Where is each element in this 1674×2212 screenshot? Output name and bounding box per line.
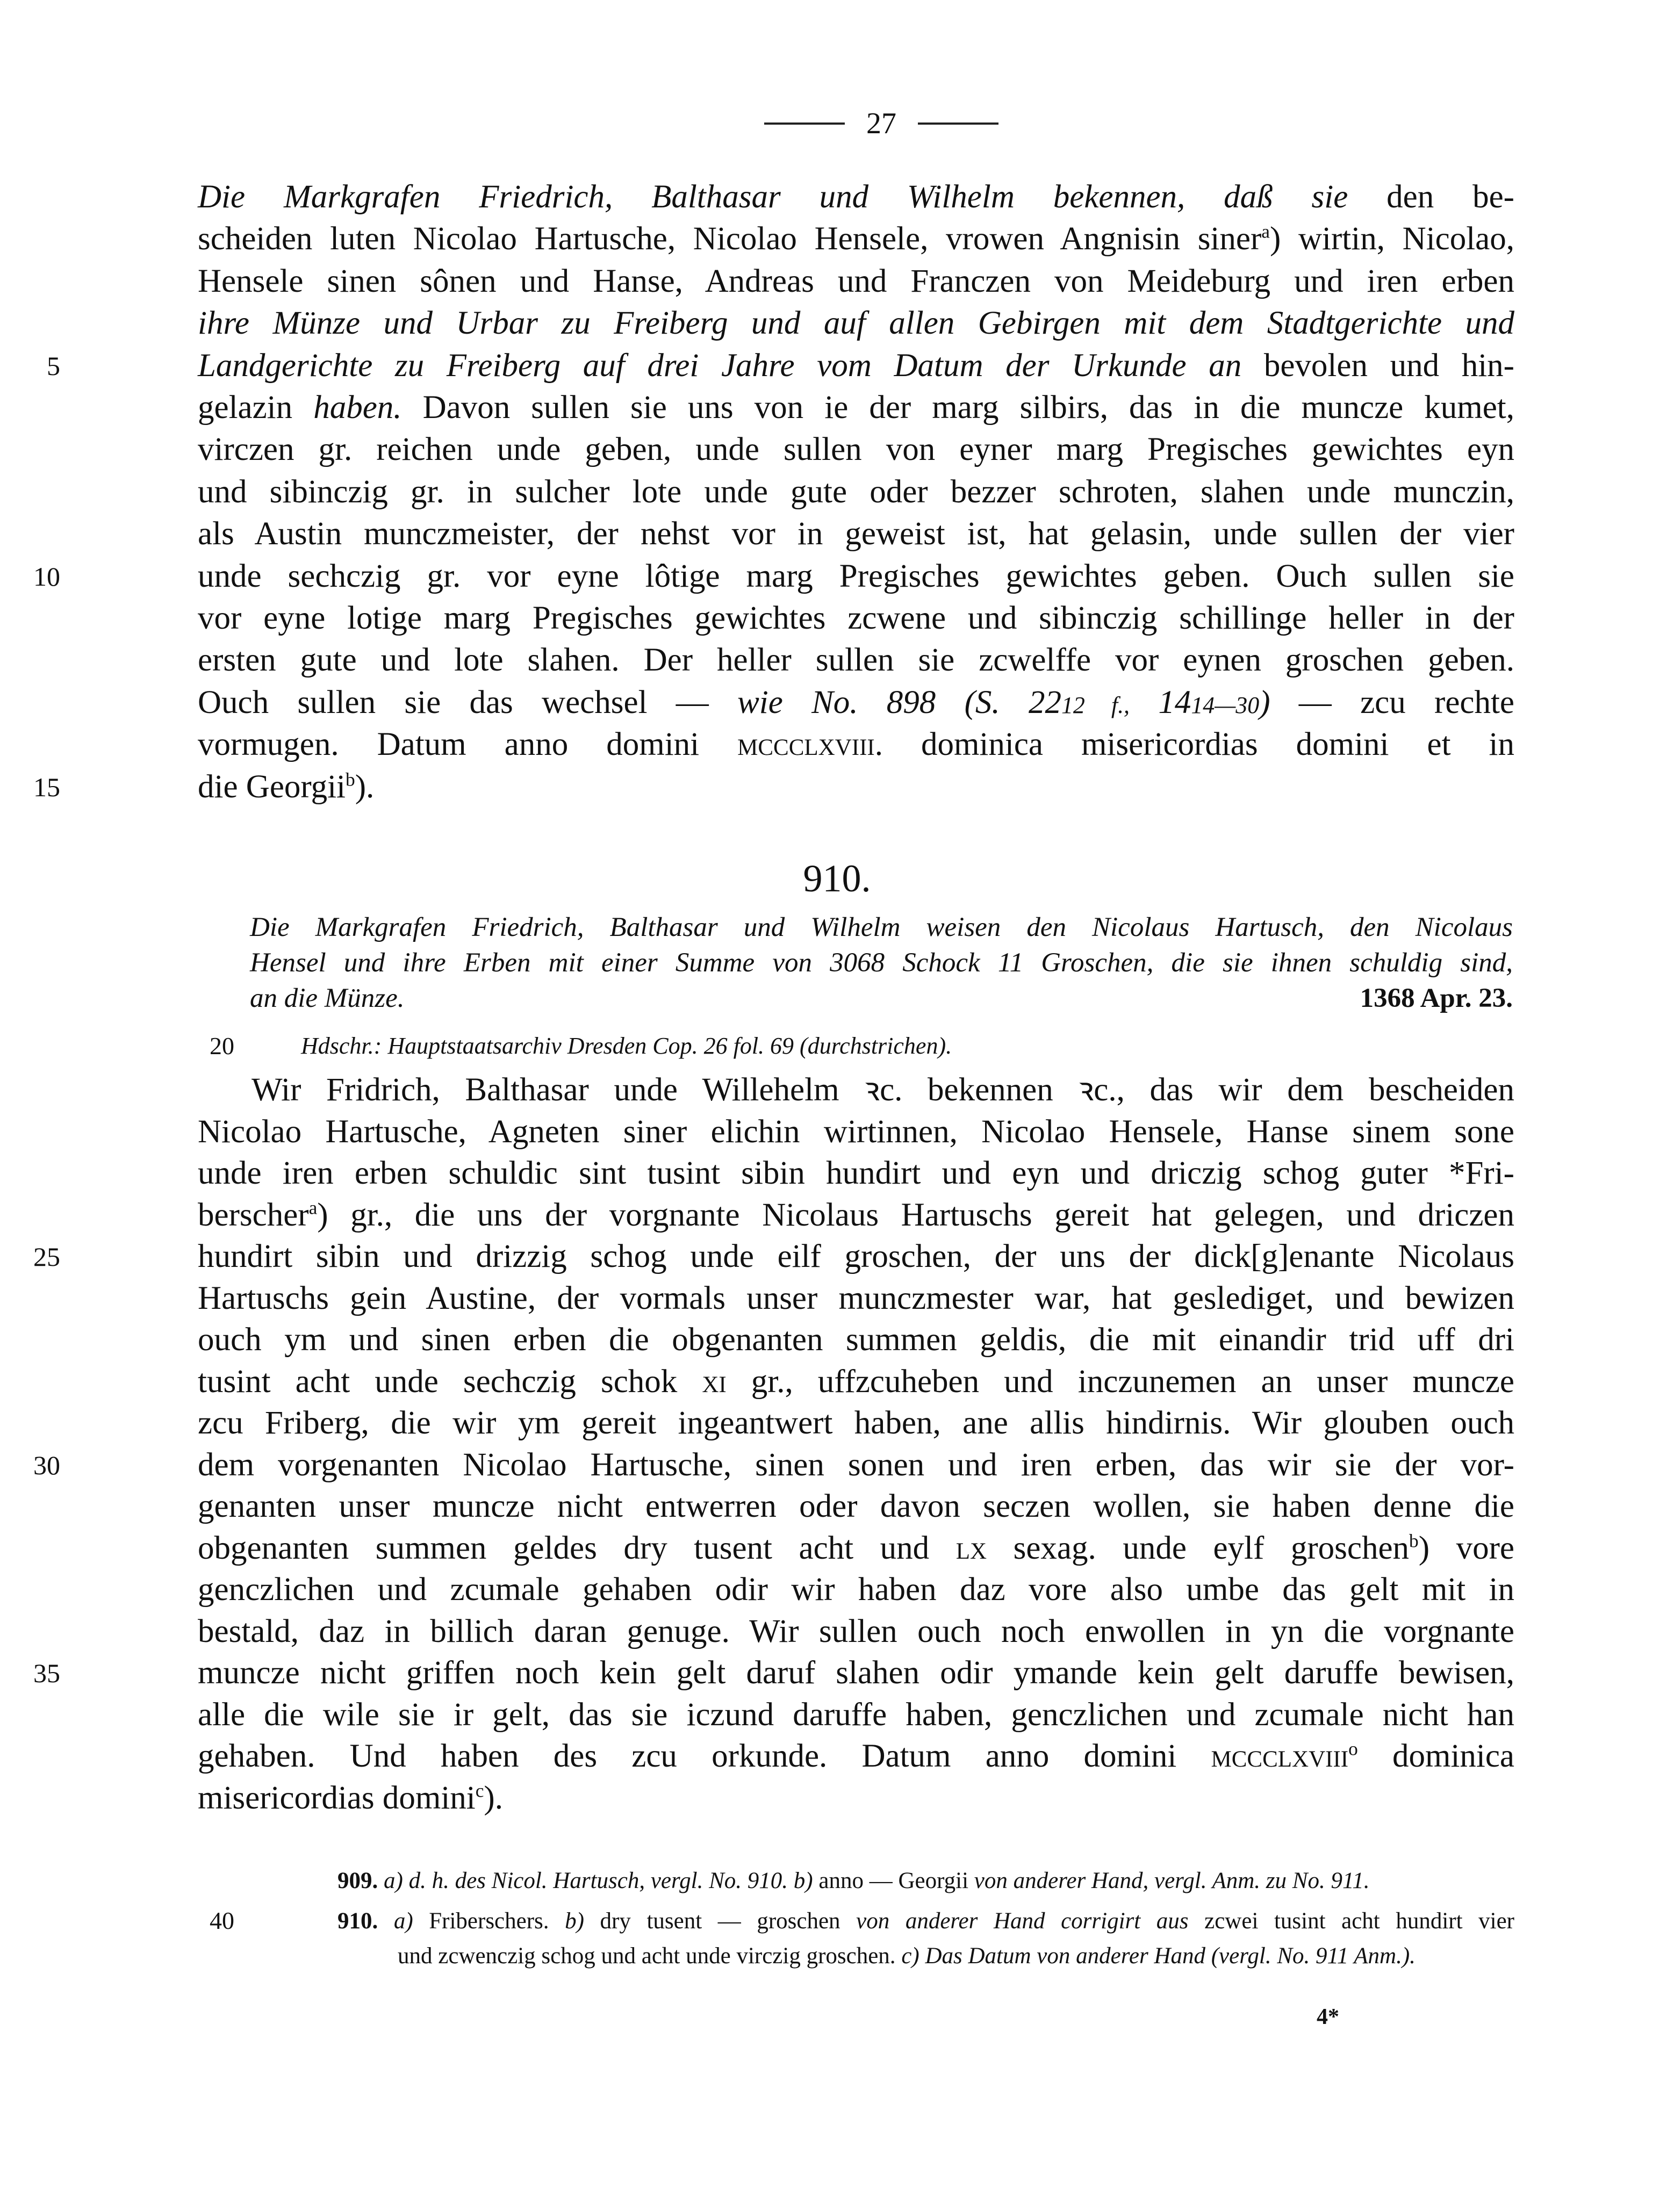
text-run: ) gr., die uns der vorgnante Nicolaus Hartuschs gereit hat gelegen, und driczen	[317, 1197, 1514, 1233]
text-line	[252, 1069, 1514, 1111]
printer-signature: 4*	[1317, 2005, 1339, 2029]
text-line	[198, 1194, 1514, 1236]
text-run: 14—30	[1191, 691, 1260, 718]
text-line	[198, 1402, 1514, 1444]
text-line	[198, 1444, 1514, 1486]
text-run: zcwei tusint acht hundirt vier	[1188, 1908, 1514, 1934]
regest-line: an die Münze.	[250, 983, 405, 1013]
text-run: Die Markgrafen Friedrich, Balthasar und Wilhelm bekennen, daß sie	[198, 179, 1348, 215]
document-date: 1368 Apr. 23.	[1360, 983, 1513, 1013]
text-run: und zcwenczig schog und acht unde virczig groschen.	[398, 1943, 902, 1969]
line-number: 5	[47, 350, 60, 381]
text-line	[198, 261, 1514, 302]
footnote-line	[398, 1940, 1515, 1973]
text-line	[198, 513, 1514, 555]
text-run: tusint acht unde sechczig schok	[198, 1363, 702, 1400]
text-line	[198, 1111, 1514, 1153]
footnote-marker: b	[1409, 1530, 1419, 1552]
page-header	[742, 102, 1021, 145]
text-line	[198, 1735, 1514, 1777]
text-run: anno — Georgii	[813, 1868, 974, 1893]
line-number: 25	[33, 1242, 60, 1272]
text-line	[198, 1236, 1514, 1278]
text-line	[198, 597, 1514, 639]
text-line	[198, 345, 1514, 387]
text-run: ).	[355, 768, 375, 805]
text-run: Landgerichte zu Freiberg auf drei Jahre vom Datum der Urkunde an	[198, 347, 1242, 384]
document-number-910: 910.	[803, 857, 871, 900]
text-run: ersten gute und lote slahen. Der heller sullen sie zcwelffe vor eynen groschen geben.	[198, 642, 1514, 679]
regest-line: Hensel und ihre Erben mit einer Summe von 3068 Schock 11 Groschen, die sie ihnen schuldig sind,	[250, 948, 1513, 978]
text-run: gelazin	[198, 390, 314, 426]
text-run: mccclxviii.	[737, 726, 883, 763]
text-run: ) vore	[1418, 1530, 1514, 1566]
text-run: ).	[484, 1779, 503, 1816]
text-run: 12 f.,	[1061, 691, 1130, 718]
text-run: ouch ym und sinen erben die obgenanten summen geldis, die mit einandir trid uff dri	[198, 1322, 1514, 1358]
text-line	[198, 1361, 1514, 1403]
text-line	[198, 1569, 1514, 1611]
text-line	[198, 1319, 1514, 1361]
text-run: Wir Fridrich, Balthasar unde Willehelm ꝛc. bekennen ꝛc., das wir dem bescheiden	[252, 1072, 1514, 1108]
footnote-marker: a	[308, 1197, 318, 1219]
text-run: virczen gr. reichen unde geben, unde sullen von eyner marg Pregisches gewichtes eyn	[198, 431, 1514, 468]
text-run: alle die wile sie ir gelt, das sie iczund daruffe haben, genczlichen und zcumale nicht han	[198, 1696, 1514, 1733]
text-run: als Austin munczmeister, der nehst vor in geweist ist, hat gelasin, unde sullen der vier	[198, 516, 1514, 552]
text-run: — zcu rechte	[1270, 684, 1515, 720]
regest-line: Die Markgrafen Friedrich, Balthasar und Wilhelm weisen den Nicolaus Hartusch, den Nicolaus	[250, 912, 1513, 942]
text-run: ihre Münze und Urbar zu Freiberg und auf allen Gebirgen mit dem Stadtgerichte und	[198, 305, 1514, 342]
text-run: Hartuschs gein Austine, der vormals unser munczmester war, hat geslediget, und bewizen	[198, 1280, 1514, 1316]
text-line	[198, 1278, 1514, 1320]
regest-line-last	[250, 981, 1513, 1016]
text-run: scheiden luten Nicolao Hartusche, Nicolao Hensele, vrowen Angnisin siner	[198, 221, 1262, 257]
text-run: unde sechczig gr. vor eyne lôtige marg Pregisches gewichtes geben. Ouch sullen sie	[198, 558, 1514, 594]
text-run: lx	[955, 1530, 987, 1566]
text-run: gehaben. Und haben des zcu orkunde. Datum anno domini	[198, 1738, 1211, 1774]
text-run: Davon sullen sie uns von ie der marg silbirs, das in die muncze kumet,	[401, 390, 1514, 426]
text-run: und sibinczig gr. in sulcher lote unde gute oder bezzer schroten, slahen unde munczin,	[198, 473, 1514, 510]
line-number: 15	[33, 772, 60, 802]
text-run: genczlichen und zcumale gehaben odir wir haben daz vore also umbe das gelt mit in	[198, 1572, 1514, 1608]
text-line	[198, 176, 1514, 218]
text-run: misericordias domini	[198, 1779, 476, 1816]
text-run: Nicolao Hartusche, Agneten siner elichin wirtinnen, Nicolao Hensele, Hanse sinem sone	[198, 1113, 1514, 1150]
text-run: wie No. 898 (S. 22	[737, 684, 1061, 720]
footnote-marker: o	[1348, 1738, 1358, 1760]
text-run: bevolen und hin-	[1241, 347, 1514, 384]
line-number: 20	[210, 1032, 234, 1060]
text-line	[198, 1694, 1514, 1736]
text-run: dominica misericordias domini et in	[882, 726, 1514, 763]
text-run: unde iren erben schuldic sint tusint sibin hundirt und eyn und driczig schog guter *Fri-	[198, 1155, 1514, 1191]
text-run: bestald, daz in billich daran genuge. Wir sullen ouch noch enwollen in yn die vorgnante	[198, 1613, 1514, 1649]
text-run: von anderer Hand, vergl. Anm. zu No. 911.	[974, 1868, 1370, 1893]
text-run: haben.	[313, 390, 402, 426]
text-run: Hensele sinen sônen und Hanse, Andreas und Franczen von Meideburg und iren erben	[198, 263, 1514, 299]
text-line	[198, 302, 1514, 344]
text-run: vormugen. Datum anno domini	[198, 726, 738, 763]
text-line	[198, 471, 1514, 513]
text-run: dem vorgenanten Nicolao Hartusche, sinen sonen und iren erben, das wir sie der vor-	[198, 1446, 1514, 1483]
text-run: genanten unser muncze nicht entwerren oder davon seczen wollen, sie haben denne die	[198, 1488, 1514, 1524]
text-run: dominica	[1357, 1738, 1515, 1774]
page-number: 27	[866, 107, 896, 140]
text-run: hundirt sibin und drizzig schog unde eilf groschen, der uns der dick[g]enante Nicolaus	[198, 1238, 1514, 1274]
text-run: muncze nicht griffen noch kein gelt daruf slahen odir ymande kein gelt daruffe bewisen,	[198, 1655, 1514, 1691]
text-run: 910.	[337, 1908, 378, 1934]
line-number: 10	[33, 561, 60, 592]
text-run: 14	[1130, 684, 1191, 720]
footnote-line	[337, 1905, 1514, 1938]
text-line	[198, 766, 1514, 808]
text-run: )	[1259, 684, 1270, 720]
text-run: 909.	[337, 1868, 378, 1893]
footnote-marker: a	[1261, 221, 1270, 243]
text-line	[198, 1652, 1514, 1694]
text-run: sexag. unde eylf groschen	[987, 1530, 1410, 1566]
line-number: 40	[210, 1907, 234, 1934]
text-line	[198, 724, 1514, 766]
text-run: Friberschers.	[413, 1908, 565, 1934]
text-run: mccclxviii	[1211, 1738, 1349, 1774]
text-run: obgenanten summen geldes dry tusent acht und	[198, 1530, 956, 1566]
text-line	[198, 429, 1514, 471]
footnote-marker: b	[346, 768, 355, 790]
text-run: xi	[702, 1363, 727, 1400]
text-run: c) Das Datum von anderer Hand (vergl. No. 911 Anm.).	[901, 1943, 1416, 1969]
text-run: die Georgii	[198, 768, 346, 805]
text-run: den be-	[1348, 179, 1514, 215]
text-run: Ouch sullen sie das wechsel —	[198, 684, 738, 720]
text-run: berscher	[198, 1197, 309, 1233]
text-line	[198, 387, 1514, 429]
text-run: ) wirtin, Nicolao,	[1269, 221, 1514, 257]
text-line	[198, 1152, 1514, 1194]
text-run: a) d. h. des Nicol. Hartusch, vergl. No. 910.	[378, 1868, 788, 1893]
text-run: vor eyne lotige marg Pregisches gewichtes zcwene und sibinczig schillinge heller in der	[198, 600, 1514, 636]
header-rule-left	[764, 123, 845, 125]
footnote-marker: c	[475, 1779, 484, 1802]
text-run: gr., uffzcuheben und inczunemen an unser muncze	[726, 1363, 1514, 1400]
text-run: a)	[378, 1908, 413, 1934]
header-rule-right	[918, 123, 998, 125]
text-run: b)	[565, 1908, 584, 1934]
text-line	[198, 639, 1514, 681]
text-run: zcu Friberg, die wir ym gereit ingeantwert haben, ane allis hindirnis. Wir glouben ouch	[198, 1405, 1514, 1441]
line-number: 35	[33, 1658, 60, 1688]
text-line	[198, 556, 1514, 597]
text-line	[198, 218, 1514, 260]
line-number: 30	[33, 1450, 60, 1480]
footnote-line	[337, 1864, 1514, 1898]
text-line	[198, 682, 1514, 726]
source-reference: Hdschr.: Hauptstaatsarchiv Dresden Cop. 26 fol. 69 (durchstrichen).	[301, 1033, 952, 1059]
text-line	[198, 1486, 1514, 1527]
text-line	[198, 1527, 1514, 1569]
text-run: dry tusent — groschen	[584, 1908, 857, 1934]
text-line	[198, 1611, 1514, 1653]
text-run: von anderer Hand corrigirt aus	[856, 1908, 1189, 1934]
text-run: b)	[788, 1868, 813, 1893]
text-line	[198, 1777, 1514, 1819]
